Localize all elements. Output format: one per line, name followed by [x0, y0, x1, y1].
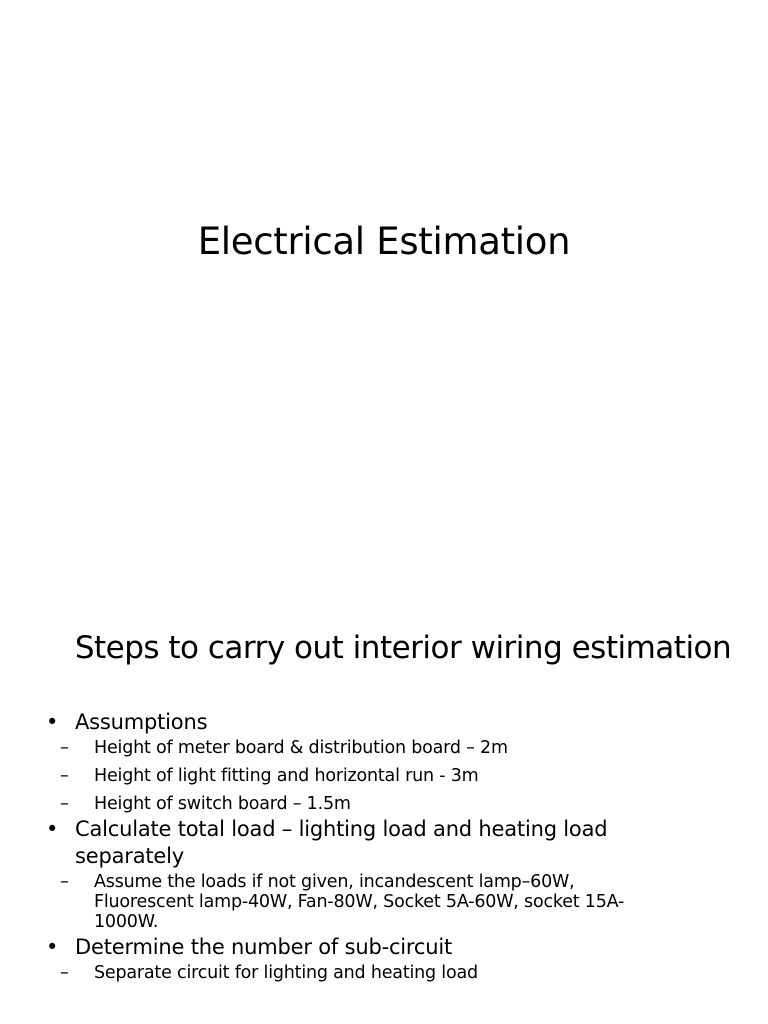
bullet-text: Assumptions — [75, 710, 208, 734]
bullet-sub-circuit — [46, 934, 746, 961]
sub-item-text-line: Fluorescent lamp-40W, Fan-80W, Socket 5A-60W, socket 15A- — [94, 892, 625, 912]
dash-icon: – — [60, 738, 69, 758]
bullet-list — [46, 709, 746, 985]
sub-item-text: Height of light fitting and horizontal run - 3m — [94, 766, 479, 786]
sub-item — [60, 872, 746, 932]
dash-icon: – — [60, 794, 69, 814]
slide-steps-heading: Steps to carry out interior wiring estimation — [74, 630, 732, 666]
sub-item-text-line: 1000W. — [94, 912, 159, 932]
bullet-dot-icon: • — [46, 817, 59, 841]
bullet-dot-icon: • — [46, 935, 59, 959]
sub-item — [60, 963, 746, 983]
bullet-text-line: separately — [75, 844, 184, 868]
sub-list-assumptions — [46, 738, 746, 814]
sub-item-text: Height of meter board & distribution board – 2m — [94, 738, 508, 758]
dash-icon: – — [60, 872, 69, 892]
sub-item — [60, 794, 746, 814]
sub-list-sub-circuit — [46, 963, 746, 983]
sub-item — [60, 766, 746, 786]
sub-item-text-line: Assume the loads if not given, incandescent lamp–60W, — [94, 872, 575, 892]
sub-item-text: Separate circuit for lighting and heating load — [94, 963, 478, 983]
sub-list-total-load — [46, 872, 746, 932]
dash-icon: – — [60, 963, 69, 983]
bullet-text: Determine the number of sub-circuit — [75, 935, 453, 959]
bullet-dot-icon: • — [46, 710, 59, 734]
slide-title-heading: Electrical Estimation — [197, 220, 571, 263]
dash-icon: – — [60, 766, 69, 786]
slide-steps — [0, 576, 768, 1024]
bullet-text-line: Calculate total load – lighting load and heating load — [75, 817, 608, 841]
sub-item-text: Height of switch board – 1.5m — [94, 794, 351, 814]
sub-item — [60, 738, 746, 758]
bullet-total-load — [46, 816, 746, 870]
bullet-assumptions — [46, 709, 746, 736]
